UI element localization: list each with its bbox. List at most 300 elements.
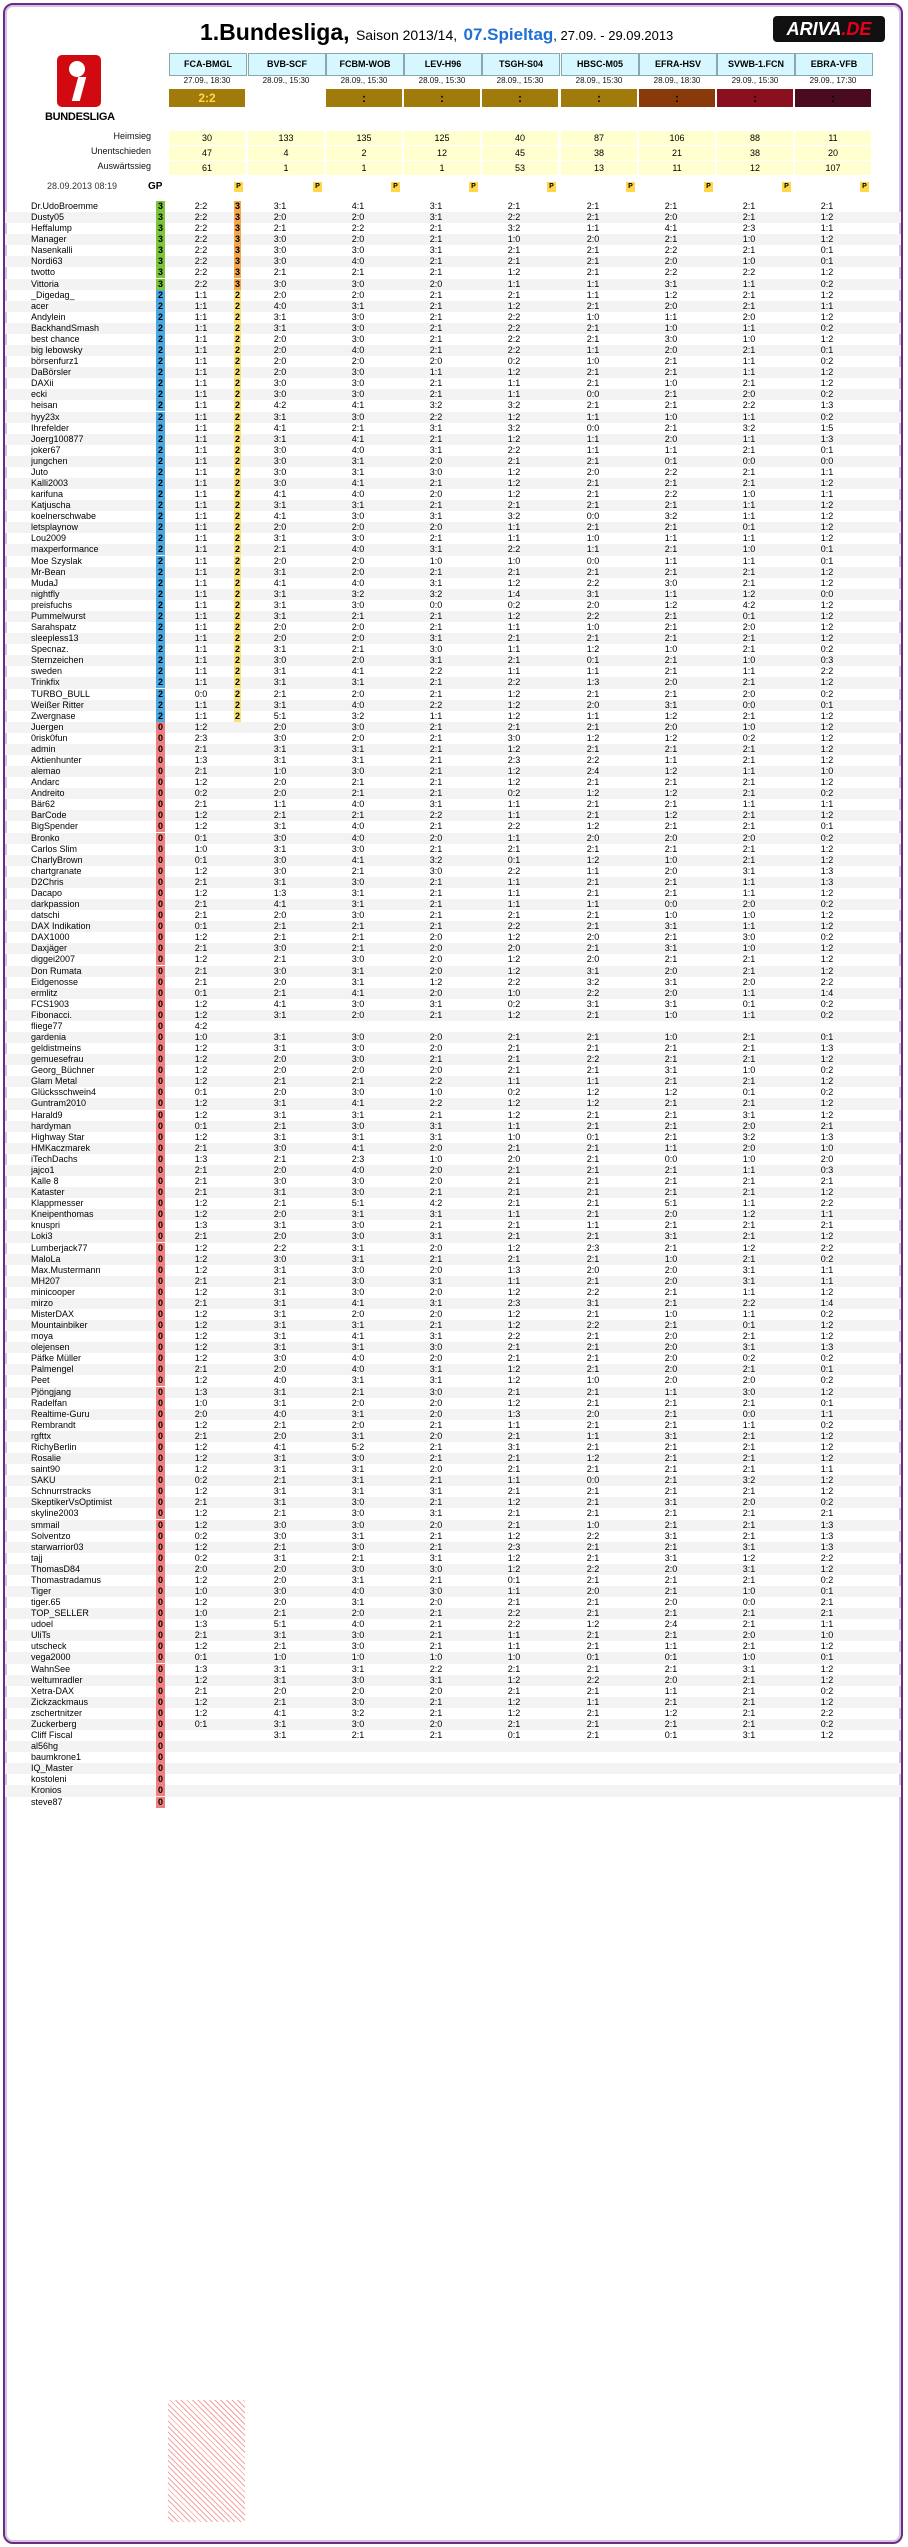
player-name[interactable]: Georg_Büchner (31, 1065, 95, 1076)
tip-cell: 1:0 (820, 1142, 834, 1153)
tip-cell: 1:2 (820, 1663, 834, 1674)
tip-cell: 3:1 (429, 1364, 443, 1375)
tip-cell: 2:1 (429, 1541, 443, 1552)
tip-cell: 1:1 (507, 378, 521, 389)
player-name[interactable]: Xetra-DAX (31, 1685, 75, 1696)
tip-cell: 2:1 (586, 1253, 600, 1264)
player-name[interactable]: Mountainbiker (31, 1320, 88, 1331)
player-name[interactable]: Dusty05 (31, 212, 65, 223)
player-name[interactable]: tiger.65 (31, 1597, 61, 1608)
player-name[interactable]: hyy23x (31, 411, 60, 422)
tip-cell: 4:0 (351, 1619, 365, 1630)
tip-cell: 1:2 (820, 1109, 834, 1120)
tip-cell: 2:1 (429, 1707, 443, 1718)
tip-cell: 1:1 (742, 367, 756, 378)
tip-cell: 0:2 (820, 1065, 834, 1076)
player-name[interactable]: Palmengel (31, 1364, 74, 1375)
tip-cell: 1:2 (194, 1109, 208, 1120)
tip-cell: 3:1 (429, 1552, 443, 1563)
tip-cell: 1:2 (586, 1453, 600, 1464)
player-name[interactable]: Katjuscha (31, 500, 71, 511)
player-name[interactable]: Dr.UdoBroemme (31, 201, 99, 211)
tip-cell: 3:1 (273, 1109, 287, 1120)
player-name[interactable]: WahnSee (31, 1663, 71, 1674)
tip-cell: 4:0 (351, 489, 365, 500)
player-name[interactable]: Sternzeichen (31, 655, 84, 666)
tip-cell: 2:1 (429, 1441, 443, 1452)
tip-cell: 2:0 (273, 788, 287, 799)
tip-cell: 2:1 (507, 1231, 521, 1242)
table-row (5, 1586, 901, 1597)
tip-cell: 3:0 (273, 245, 287, 256)
player-name[interactable]: Don Rumata (31, 965, 82, 976)
player-name[interactable]: chartgranate (31, 865, 82, 876)
player-name[interactable]: geldistmeins (31, 1043, 82, 1054)
player-name[interactable]: Heffalump (31, 223, 72, 234)
tip-cell: 1:1 (194, 710, 208, 721)
tip-cell: 2:0 (742, 311, 756, 322)
player-name[interactable]: sleepless13 (31, 633, 79, 644)
player-name[interactable]: IQ_Master (31, 1763, 74, 1774)
tip-cell: 1:1 (742, 555, 756, 566)
player-name[interactable]: Aktienhunter (31, 755, 82, 765)
tip-cell: 1:1 (586, 345, 600, 356)
player-name[interactable]: MisterDAX (31, 1309, 75, 1319)
tip-cell: 2:0 (351, 356, 365, 367)
table-row (5, 234, 901, 245)
player-name[interactable]: börsenfurz1 (31, 356, 79, 367)
tip-cell: 2:1 (586, 1441, 600, 1452)
player-gp: 0 (157, 1419, 163, 1430)
match-time-5: 28.09., 15:30 (575, 76, 623, 85)
tip-cell: 3:1 (273, 743, 287, 754)
player-name[interactable]: Zwergnase (31, 710, 76, 721)
player-name[interactable]: MH207 (31, 1275, 61, 1286)
tip-cell: 3:1 (664, 1497, 678, 1508)
table-row (5, 1220, 901, 1231)
player-name[interactable]: Harald9 (31, 1109, 63, 1120)
player-name[interactable]: twotto (31, 267, 56, 278)
tip-cell: 3:1 (742, 1264, 756, 1275)
player-name[interactable]: Sarahspatz (31, 622, 77, 633)
tip-cell: 3:1 (273, 1320, 287, 1331)
player-gp: 2 (157, 356, 163, 367)
player-name[interactable]: maxperformance (31, 544, 99, 555)
tip-cell: 1:2 (820, 522, 834, 533)
player-name[interactable]: Nasenkalli (31, 245, 73, 256)
tip-cell: 0:0 (194, 688, 208, 699)
tip-cell: 2:0 (429, 1718, 443, 1729)
player-name[interactable]: starwarrior03 (31, 1541, 84, 1552)
player-name[interactable]: Kalle 8 (31, 1176, 59, 1187)
table-row (5, 489, 901, 500)
table-row (5, 1575, 901, 1586)
match-header-1[interactable]: BVB-SCF (248, 53, 326, 76)
player-name[interactable]: Juergen (31, 721, 64, 732)
match-time-6: 28.09., 18:30 (653, 76, 701, 85)
player-name[interactable]: Klappmesser (31, 1198, 84, 1209)
tip-cell: 0:2 (820, 356, 834, 367)
tip-cell: 1:1 (429, 367, 443, 378)
tip-cell: 2:2 (586, 1054, 600, 1065)
player-gp: 0 (157, 1752, 163, 1763)
player-name[interactable]: Max.Mustermann (31, 1264, 101, 1275)
tip-cell: 2:1 (664, 1164, 678, 1175)
tip-cell: 2:1 (273, 1696, 287, 1707)
tip-cell: 3:1 (351, 677, 365, 688)
tip-cell: 2:1 (742, 1685, 756, 1696)
player-name[interactable]: Schnurrstracks (31, 1486, 92, 1497)
player-gp: 0 (157, 1164, 163, 1175)
tip-cell: 2:0 (664, 987, 678, 998)
player-name[interactable]: gemuesefrau (31, 1054, 84, 1065)
tip-cell: 1:0 (664, 644, 678, 655)
player-name[interactable]: Päfke Müller (31, 1353, 82, 1364)
player-name[interactable]: MaloLa (31, 1253, 61, 1264)
tip-cell: 3:1 (742, 1342, 756, 1353)
player-name[interactable]: DaBörsler (31, 367, 72, 378)
tip-cell: 1:1 (742, 278, 756, 289)
player-name[interactable]: koelnerschwabe (31, 511, 97, 522)
tip-cell: 2:1 (742, 1608, 756, 1619)
player-name[interactable]: tajj (31, 1552, 43, 1563)
match-header-8[interactable]: EBRA-VFB (795, 53, 873, 76)
player-name[interactable]: Dacapo (31, 887, 63, 898)
tip-cell: 2:0 (273, 289, 287, 300)
tip-cell: 2:0 (194, 1408, 208, 1419)
tip-cell: 1:1 (194, 666, 208, 677)
tip-cell: 1:1 (820, 466, 834, 477)
player-name[interactable]: Trinkfix (31, 677, 60, 688)
tip-cell: 0:1 (820, 1652, 834, 1663)
player-name[interactable]: TOP_SELLER (31, 1608, 89, 1619)
tip-cell: 2:2 (507, 976, 521, 987)
player-name[interactable]: alemao (31, 766, 61, 777)
tip-cell: 2:0 (664, 965, 678, 976)
player-name[interactable]: knuspri (31, 1220, 61, 1231)
player-name[interactable]: hardyman (31, 1120, 72, 1131)
player-name[interactable]: Juto (31, 466, 49, 477)
player-name[interactable]: ThomasD84 (31, 1563, 81, 1574)
match-header-4[interactable]: TSGH-S04 (482, 53, 560, 76)
player-gp: 0 (157, 1652, 163, 1663)
player-name[interactable]: UliTs (31, 1630, 51, 1641)
player-name[interactable]: Pjöngjang (31, 1386, 72, 1397)
tip-cell: 3:0 (429, 644, 443, 655)
player-name[interactable]: weltumradler (31, 1674, 83, 1685)
player-name[interactable]: DAX Indikation (31, 921, 91, 932)
player-name[interactable]: Kneipenthomas (31, 1209, 94, 1220)
table-row (5, 611, 901, 622)
player-name[interactable]: Daxjäger (31, 943, 68, 954)
tip-cell: 1:0 (664, 322, 678, 333)
tip-cell: 1:3 (194, 1619, 208, 1630)
player-name[interactable]: Kalli2003 (31, 478, 69, 488)
tip-cell: 1:1 (586, 444, 600, 455)
tip-cell: 2:2 (194, 267, 208, 278)
tip-cell: 3:0 (351, 278, 365, 289)
table-row (5, 356, 901, 367)
player-name[interactable]: _Digedag_ (31, 289, 75, 300)
table-row (5, 666, 901, 677)
tip-cell: 2:0 (273, 1209, 287, 1220)
player-name[interactable]: Zickzackmaus (31, 1696, 89, 1707)
tip-cell: 2:0 (273, 910, 287, 921)
tip-cell: 2:1 (351, 610, 365, 621)
match-header-6[interactable]: EFRA-HSV (639, 53, 717, 76)
player-name[interactable]: Fibonacci. (31, 1009, 73, 1020)
tip-cell: 4:0 (351, 699, 365, 710)
player-name[interactable]: saint90 (31, 1464, 61, 1475)
player-name[interactable]: diggei2007 (31, 954, 76, 965)
tip-cell: 3:0 (742, 932, 756, 943)
table-row (5, 1043, 901, 1054)
player-name[interactable]: D2Chris (31, 876, 64, 887)
tip-cell: 2:1 (507, 1043, 521, 1054)
player-gp: 0 (157, 1054, 163, 1065)
table-row (5, 1520, 901, 1531)
player-name[interactable]: mirzo (31, 1297, 53, 1308)
match-header-0[interactable]: FCA-BMGL (169, 53, 247, 76)
player-name[interactable]: Tiger (31, 1586, 52, 1596)
tip-cell: 2:1 (820, 201, 834, 211)
tip-cell: 2:2 (507, 1331, 521, 1342)
tip-cell: 3:2 (586, 976, 600, 987)
tip-cell: 2:0 (273, 345, 287, 356)
player-name[interactable]: Ihrefelder (31, 422, 70, 433)
tip-cell: 2:1 (664, 610, 678, 621)
tip-cell: 2:1 (742, 212, 756, 223)
player-name[interactable]: Loki3 (31, 1231, 53, 1242)
tip-cell: 3:1 (351, 1475, 365, 1486)
tip-cell: 2:1 (742, 566, 756, 577)
player-name[interactable]: kostoleni (31, 1774, 67, 1785)
player-name[interactable]: udoel (31, 1619, 54, 1630)
tip-cell: 2:0 (507, 943, 521, 954)
player-name[interactable]: Rembrandt (31, 1419, 76, 1430)
tip-cell: 1:1 (194, 289, 208, 300)
tip-cell: 3:0 (273, 278, 287, 289)
match-header-7[interactable]: SVWB-1.FCN (717, 53, 795, 76)
player-name[interactable]: Eidgenosse (31, 976, 79, 987)
player-name[interactable]: Nordi63 (31, 256, 63, 267)
tip-cell: 5:2 (351, 1441, 365, 1452)
player-points: 3 (234, 212, 240, 223)
tip-cell: 2:1 (742, 1530, 756, 1541)
tip-cell: 2:1 (586, 743, 600, 754)
spieltag-link[interactable]: 07.Spieltag (463, 25, 554, 44)
player-name[interactable]: Joerg100877 (31, 433, 84, 444)
tip-cell: 3:0 (351, 1563, 365, 1574)
tip-cell: 2:1 (351, 943, 365, 954)
player-name[interactable]: karifuna (31, 489, 64, 500)
player-name[interactable]: Andylein (31, 311, 66, 322)
player-name[interactable]: Andarc (31, 777, 60, 788)
match-header-5[interactable]: HBSC-M05 (561, 53, 639, 76)
stat-away-7: 12 (717, 161, 793, 175)
player-name[interactable]: Thomastradamus (31, 1574, 102, 1585)
player-name[interactable]: rgfttx (31, 1430, 52, 1441)
player-gp: 0 (157, 777, 163, 788)
player-name[interactable]: best chance (31, 333, 80, 344)
tip-cell: 2:3 (742, 223, 756, 234)
tip-cell: 0:1 (820, 245, 834, 256)
tip-cell: 1:2 (507, 1530, 521, 1541)
tip-cell: 2:2 (820, 1198, 834, 1209)
player-name[interactable]: olejensen (31, 1342, 70, 1353)
player-name[interactable]: acer (31, 300, 49, 311)
tip-cell: 3:1 (351, 1253, 365, 1264)
player-name[interactable]: Glücksschwein4 (31, 1087, 97, 1098)
player-name[interactable]: Lumberjack77 (31, 1242, 88, 1253)
tip-cell: 2:1 (820, 1597, 834, 1608)
player-name[interactable]: Andreito (31, 788, 65, 799)
tip-cell: 2:1 (194, 1497, 208, 1508)
player-name[interactable]: skyline2003 (31, 1508, 79, 1519)
player-name[interactable]: SkeptikerVsOptimist (31, 1497, 113, 1508)
tip-cell: 1:1 (507, 522, 521, 533)
player-name[interactable]: Manager (31, 234, 67, 245)
tip-cell: 2:1 (586, 1641, 600, 1652)
player-name[interactable]: Lou2009 (31, 533, 67, 544)
player-name[interactable]: big lebowsky (31, 345, 83, 356)
player-name[interactable]: BackhandSmash (31, 322, 100, 333)
player-name[interactable]: Vittoria (31, 278, 59, 289)
player-name[interactable]: sweden (31, 666, 63, 677)
player-name[interactable]: heisan (31, 400, 58, 411)
tip-cell: 0:0 (742, 1408, 756, 1419)
player-name[interactable]: utscheck (31, 1641, 67, 1652)
player-name[interactable]: DAX1000 (31, 932, 70, 943)
player-name[interactable]: fliege77 (31, 1020, 63, 1031)
player-name[interactable]: Specnaz. (31, 644, 69, 655)
ariva-logo[interactable]: ARIVA.DE (773, 16, 885, 42)
tip-cell: 2:1 (507, 1386, 521, 1397)
player-name[interactable]: SAKU (31, 1475, 56, 1486)
player-name[interactable]: HMKaczmarek (31, 1142, 91, 1153)
player-name[interactable]: DAXii (31, 378, 54, 389)
player-name[interactable]: moya (31, 1331, 54, 1342)
player-name[interactable]: Peet (31, 1375, 50, 1386)
player-name[interactable]: Realtime-Guru (31, 1408, 90, 1419)
tip-cell: 1:1 (194, 511, 208, 522)
tip-cell: 2:1 (351, 1730, 365, 1741)
player-name[interactable]: BigSpender (31, 821, 79, 832)
tip-cell: 1:0 (664, 411, 678, 422)
player-name[interactable]: datschi (31, 910, 60, 921)
player-gp: 2 (157, 699, 163, 710)
tip-cell: 2:2 (586, 1286, 600, 1297)
player-gp: 0 (157, 865, 163, 876)
player-name[interactable]: darkpassion (31, 899, 80, 910)
stat-draw-8: 20 (795, 146, 871, 160)
player-name[interactable]: Moe Szyslak (31, 555, 83, 566)
player-name[interactable]: Cliff Fiscal (31, 1730, 73, 1741)
tip-cell: 1:2 (820, 1674, 834, 1685)
tip-cell: 2:1 (742, 577, 756, 588)
player-name[interactable]: Guntram2010 (31, 1098, 87, 1109)
player-name[interactable]: smmail (31, 1519, 60, 1530)
tip-cell: 1:1 (742, 511, 756, 522)
tip-cell: 2:0 (351, 1419, 365, 1430)
player-name[interactable]: CharlyBrown (31, 854, 83, 865)
player-name[interactable]: TURBO_BULL (31, 688, 91, 699)
player-name[interactable]: Rosalie (31, 1453, 62, 1464)
player-name[interactable]: Highway Star (31, 1131, 85, 1142)
player-name[interactable]: FCS1903 (31, 998, 70, 1009)
player-name[interactable]: jungchen (31, 455, 68, 466)
player-name[interactable]: MudaJ (31, 577, 59, 588)
player-name[interactable]: ecki (31, 389, 48, 400)
player-name[interactable]: Glam Metal (31, 1076, 78, 1087)
player-name[interactable]: joker67 (31, 444, 61, 455)
player-name[interactable]: Bär62 (31, 799, 56, 810)
player-name[interactable]: gardenia (31, 1032, 67, 1042)
player-name[interactable]: vega2000 (31, 1652, 71, 1663)
player-name[interactable]: Bronko (31, 832, 60, 843)
tip-cell: 3:1 (273, 533, 287, 544)
tip-cell: 1:2 (820, 1475, 834, 1486)
player-name[interactable]: Solventzo (31, 1530, 71, 1541)
player-name[interactable]: minicooper (31, 1286, 76, 1297)
tip-cell: 3:1 (664, 1231, 678, 1242)
tip-cell: 2:0 (351, 566, 365, 577)
player-name[interactable]: Carlos Slim (31, 843, 78, 854)
tip-cell: 1:2 (820, 533, 834, 544)
player-name[interactable]: Weißer Ritter (31, 699, 84, 710)
player-name[interactable]: preisfuchs (31, 599, 73, 610)
player-name[interactable]: steve87 (31, 1796, 63, 1807)
tip-cell: 4:0 (351, 577, 365, 588)
tip-cell: 0:0 (586, 555, 600, 566)
tip-cell: 1:2 (194, 810, 208, 821)
player-name[interactable]: Radelfan (31, 1397, 68, 1408)
player-name[interactable]: Zuckerberg (31, 1718, 77, 1729)
player-name[interactable]: ermlitz (31, 987, 58, 998)
tip-cell: 0:1 (820, 555, 834, 566)
match-header-3[interactable]: LEV-H96 (404, 53, 482, 76)
table-row (5, 633, 901, 644)
player-name[interactable]: jajco1 (31, 1164, 55, 1175)
player-name[interactable]: zschertnitzer (31, 1707, 83, 1718)
player-name[interactable]: 0risk0fun (31, 732, 68, 743)
tip-cell: 0:1 (820, 821, 834, 832)
player-name[interactable]: nightfly (31, 588, 60, 599)
player-name[interactable]: BarCode (31, 810, 67, 821)
player-gp: 0 (157, 1453, 163, 1464)
match-header-2[interactable]: FCBM-WOB (326, 53, 404, 76)
tip-cell: 3:1 (429, 422, 443, 433)
tip-cell: 1:1 (194, 544, 208, 555)
player-name[interactable]: admin (31, 743, 56, 754)
player-name[interactable]: Kronios (31, 1785, 62, 1796)
player-name[interactable]: Pummelwurst (31, 610, 86, 621)
player-name[interactable]: iTechDachs (31, 1153, 78, 1164)
player-name[interactable]: Kataster (31, 1187, 65, 1198)
player-points: 2 (234, 511, 240, 522)
table-row (5, 988, 901, 999)
tip-cell: 2:1 (664, 367, 678, 378)
player-name[interactable]: letsplaynow (31, 522, 79, 533)
player-name[interactable]: baumkrone1 (31, 1752, 82, 1763)
player-points: 3 (234, 234, 240, 245)
tip-cell: 3:1 (273, 1286, 287, 1297)
table-row (5, 1675, 901, 1686)
player-name[interactable]: RichyBerlin (31, 1441, 77, 1452)
tip-cell: 0:1 (742, 1320, 756, 1331)
player-name[interactable]: al56hg (31, 1741, 59, 1752)
player-name[interactable]: Mr-Bean (31, 566, 66, 577)
